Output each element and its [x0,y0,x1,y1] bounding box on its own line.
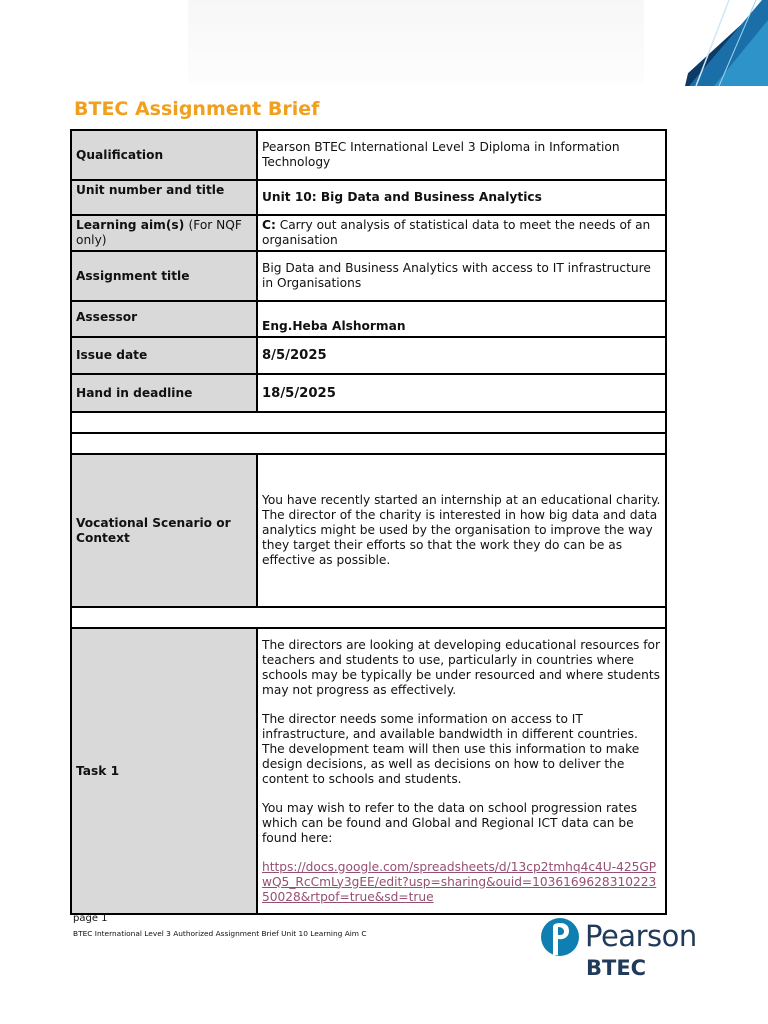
scenario-label: Vocational Scenario or Context [71,454,257,607]
unit-row [71,180,666,215]
learning-aim-label-main: Learning aim(s) [76,218,185,232]
qualification-row [71,130,666,180]
spreadsheet-link[interactable]: https://docs.google.com/spreadsheets/d/13cp2tmhq4c4U-425GPwQ5_RcCmLy3gEE/edit?usp=sharing&ouid=103616962831022350028&rtpof=true&sd=true [262,859,657,904]
assessor-row [71,301,666,337]
task1-link-paragraph [262,860,661,905]
task1-label: Task 1 [71,628,257,914]
learning-aim-row [71,215,666,251]
learning-aim-text: Carry out analysis of statistical data to meet the needs of an organisation [262,218,651,247]
scenario-row [71,454,666,607]
assignment-title-value: Big Data and Business Analytics with access to IT infrastructure in Organisations [257,251,666,301]
assignment-title-label: Assignment title [71,251,257,301]
spacer-row [71,433,666,454]
header-band [188,0,658,84]
pearson-logo-icon [540,915,580,963]
spacer-cell [71,412,666,433]
task1-paragraph: The directors are looking at developing educational resources for teachers and students to use, particularly in countries where schools may be typically be under resourced and where students may not progress as effectively. [262,637,661,697]
deadline-value: 18/5/2025 [257,374,666,412]
footer-page-number: page 1 [73,913,108,924]
learning-aim-value [257,215,666,251]
assessor-label: Assessor [71,301,257,337]
issue-date-value: 8/5/2025 [257,337,666,374]
qualification-label: Qualification [71,130,257,180]
qualification-value: Pearson BTEC International Level 3 Diploma in Information Technology [257,130,666,180]
pearson-logo-word: Pearson [585,919,697,953]
task1-row [71,628,666,914]
deadline-row [71,374,666,412]
task1-content [257,628,666,914]
footer-text: BTEC International Level 3 Authorized Assignment Brief Unit 10 Learning Aim C [73,929,367,938]
assignment-title-row [71,251,666,301]
spacer-row [71,607,666,628]
spacer-cell [71,433,666,454]
issue-date-row [71,337,666,374]
corner-graphic [644,0,768,86]
task1-paragraph: The director needs some information on access to IT infrastructure, and available bandwidth in different countries. The development team will then use this information to make design decisions, as well as decisions on how to deliver the content to schools and students. [262,711,640,786]
learning-aim-label-note: (For NQF only) [76,218,242,247]
unit-label: Unit number and title [71,180,257,215]
spacer-cell [71,607,666,628]
learning-aim-prefix: C: [262,218,276,232]
learning-aim-label [71,215,257,251]
btec-logo-word: BTEC [586,956,647,980]
document-title: BTEC Assignment Brief [74,98,320,120]
assessor-value: Eng.Heba Alshorman [257,301,666,337]
issue-date-label: Issue date [71,337,257,374]
scenario-value: You have recently started an internship at an educational charity. The director of the charity is interested in how big data and data analytics might be used by the organisation to improve the way they target their efforts so that the work they do can be as effective as possible. [257,454,666,607]
spacer-row [71,412,666,433]
assignment-brief-table [70,129,667,915]
deadline-label: Hand in deadline [71,374,257,412]
unit-value: Unit 10: Big Data and Business Analytics [257,180,666,215]
task1-paragraph: You may wish to refer to the data on school progression rates which can be found and Global and Regional ICT data can be found here: [262,800,638,845]
